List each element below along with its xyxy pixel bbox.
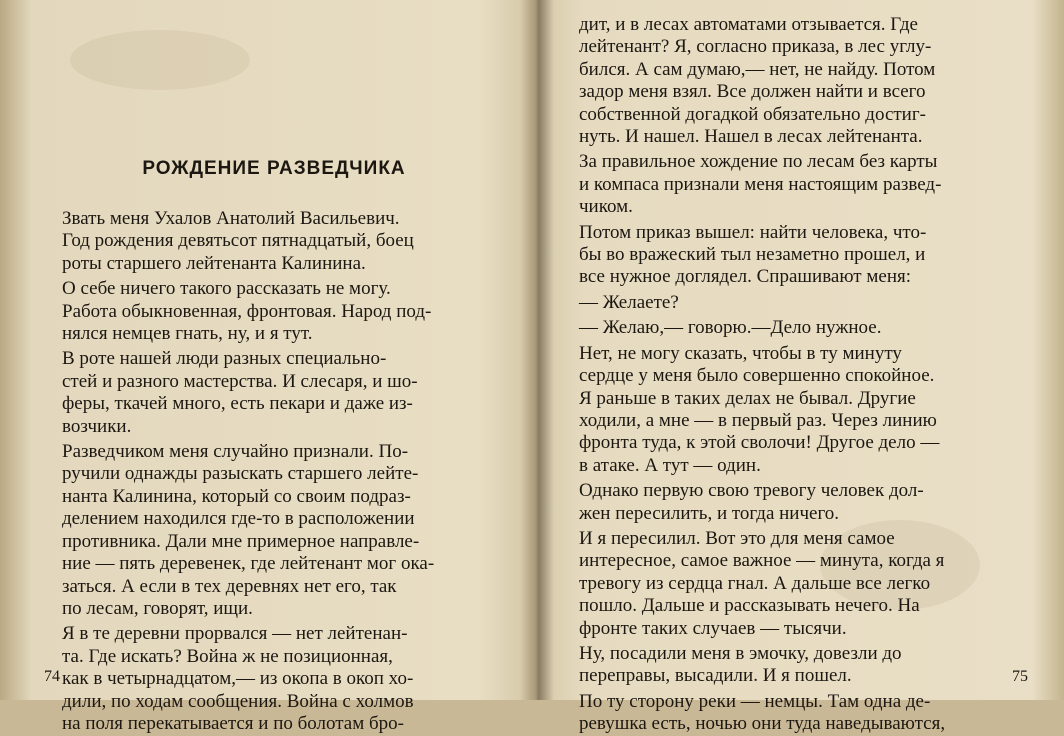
text-line: как в четырнадцатом,— из окопа в окоп хо-: [62, 668, 414, 690]
text-line: По ту сторону реки — немцы. Там одна де-: [579, 690, 931, 712]
text-line: За правильное хождение по лесам без карты: [579, 151, 938, 173]
text-line: нялся немцев гнать, ну, и я тут.: [62, 323, 313, 345]
text-line: Работа обыкновенная, фронтовая. Народ под-: [62, 300, 432, 322]
text-line: делением находился где-то в расположении: [62, 508, 415, 530]
paragraph: [579, 528, 1034, 640]
text-line: дит, и в лесах автоматами отзывается. Где: [579, 14, 918, 35]
paragraph: [62, 623, 486, 735]
paragraph: [579, 222, 1034, 289]
text-line: задор меня взял. Все должен найти и всего: [579, 81, 926, 103]
text-line: Нет, не могу сказать, чтобы в ту минуту: [579, 342, 902, 364]
text-line: все нужное доглядел. Спрашивают меня:: [579, 266, 911, 288]
paragraph: [579, 292, 1034, 314]
text-line: и компаса признали меня настоящим развед-: [579, 173, 942, 195]
paragraph: [579, 151, 1034, 218]
text-line: тревогу из сердца гнал. А дальше все легко: [579, 572, 931, 594]
text-line: феры, ткачей много, есть пекари и даже из-: [62, 393, 413, 415]
text-line: пошло. Дальше и рассказывать нечего. На: [579, 595, 920, 617]
text-line: Я раньше в таких делах не бывал. Другие: [579, 387, 916, 409]
text-line: — Желаю,— говорю.—Дело нужное.: [579, 317, 882, 339]
paragraph: [62, 208, 486, 275]
text-line: Звать меня Ухалов Анатолий Васильевич.: [62, 208, 400, 229]
text-line: на поля перекатывается и по болотам бро-: [62, 712, 404, 734]
text-line: та. Где искать? Война ж не позиционная,: [62, 645, 393, 667]
text-line: Разведчиком меня случайно признали. По-: [62, 441, 409, 463]
paragraph: [62, 348, 486, 438]
text-line: нуть. И нашел. Нашел в лесах лейтенанта.: [579, 126, 923, 148]
right-page-text: [579, 14, 1034, 736]
text-line: ревушка есть, ночью они туда наведываются,: [579, 713, 946, 735]
page-number-right: 75: [1012, 668, 1028, 685]
left-page-text: [62, 208, 486, 735]
paragraph: [579, 14, 1034, 148]
text-line: — Желаете?: [579, 291, 679, 313]
text-line: чиком.: [579, 196, 633, 218]
paragraph: [579, 343, 1034, 477]
text-line: в атаке. А тут — один.: [579, 454, 761, 476]
text-line: фронта туда, к этой сволочи! Другое дело —: [579, 432, 940, 454]
text-line: сердце у меня было совершенно спокойное.: [579, 365, 935, 387]
left-page: [0, 0, 530, 734]
text-line: возчики.: [62, 415, 132, 437]
text-line: фронте таких случаев — тысячи.: [579, 617, 847, 639]
chapter-title: РОЖДЕНИЕ РАЗВЕДЧИКА: [142, 158, 406, 179]
text-line: О себе ничего такого рассказать не могу.: [62, 278, 391, 300]
text-line: нанта Калинина, который со своим подраз-: [62, 485, 411, 507]
paragraph: [62, 441, 486, 620]
text-line: Я в те деревни прорвался — нет лейтенан-: [62, 623, 408, 645]
text-line: ручили однажды разыскать старшего лейте-: [62, 463, 419, 485]
text-line: жен пересилить, и тогда ничего.: [579, 502, 840, 524]
text-line: по лесам, говорят, ищи.: [62, 597, 253, 619]
text-line: бился. А сам думаю,— нет, не найду. Потом: [579, 58, 936, 80]
text-line: Однако первую свою тревогу человек дол-: [579, 480, 924, 502]
text-line: Год рождения девятьсот пятнадцатый, боец: [62, 230, 414, 252]
text-line: бы во вражеский тыл незаметно прошел, и: [579, 244, 926, 266]
text-line: заться. А если в тех деревнях нет его, так: [62, 575, 397, 597]
right-page: [545, 0, 1064, 735]
text-line: Потом приказ вышел: найти человека, что-: [579, 221, 927, 243]
text-line: роты старшего лейтенанта Калинина.: [62, 252, 366, 274]
paragraph: [62, 278, 486, 345]
paragraph: [579, 317, 1034, 339]
text-line: переправы, высадили. И я пошел.: [579, 665, 852, 687]
text-line: ходили, а мне — в первый раз. Через линию: [579, 409, 937, 431]
text-line: ние — пять деревенек, где лейтенант мог ока-: [62, 553, 435, 575]
text-line: интересное, самое важное — минута, когда я: [579, 550, 945, 572]
text-line: противника. Дали мне примерное направле-: [62, 530, 420, 552]
text-line: лейтенант? Я, согласно приказа, в лес углу-: [579, 36, 932, 58]
text-line: В роте нашей люди разных специально-: [62, 348, 387, 370]
paragraph: [579, 643, 1034, 688]
text-line: И я пересилил. Вот это для меня самое: [579, 527, 895, 549]
text-line: Ну, посадили меня в эмочку, довезли до: [579, 642, 902, 664]
text-line: дили, по ходам сообщения. Война с холмов: [62, 690, 414, 712]
paragraph: [579, 480, 1034, 525]
paragraph: [579, 691, 1034, 736]
page-number-left: 74: [44, 668, 60, 685]
text-line: собственной догадкой обязательно достиг-: [579, 103, 926, 125]
text-line: стей и разного мастерства. И слесаря, и шо-: [62, 370, 418, 392]
